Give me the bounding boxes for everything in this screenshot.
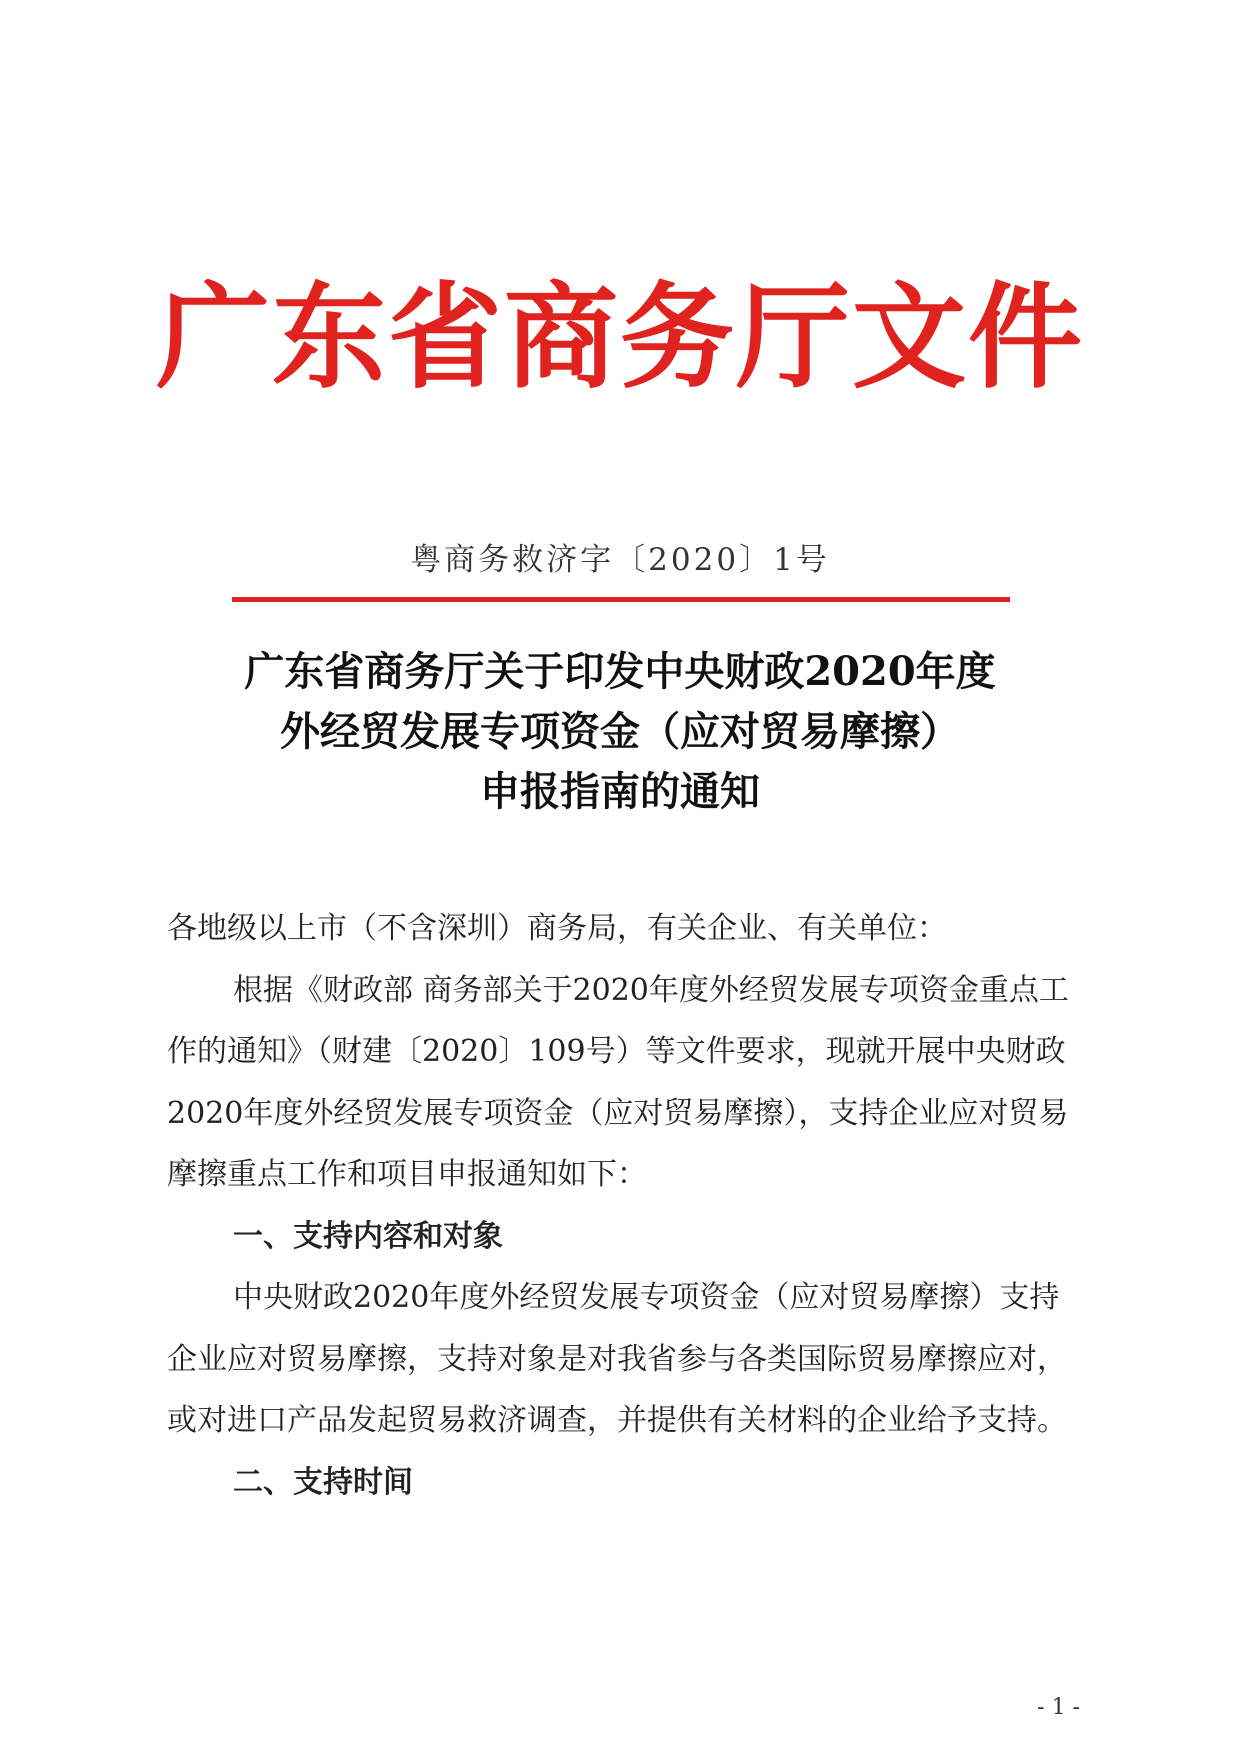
- masthead-title: 广东省商务厅文件: [155, 270, 1084, 404]
- section-2-heading: 二、支持时间: [233, 1464, 413, 1500]
- section-1-heading: 一、支持内容和对象: [233, 1218, 503, 1254]
- intro-paragraph: 根据《财政部 商务部关于2020年度外经贸发展专项资金重点工作的通知》（财建〔2020〕109号）等文件要求，现就开展中央财政2020年度外经贸发展专项资金（应对贸易摩擦），支持企业应对贸易摩擦重点工作和项目申报通知如下：: [167, 972, 1069, 1192]
- title-line-1: 广东省商务厅关于印发中央财政2020年度: [244, 648, 996, 695]
- title-line-2: 外经贸发展专项资金（应对贸易摩擦）: [280, 708, 960, 755]
- page-number: - 1 -: [1037, 1695, 1080, 1720]
- document-number: 粤商务救济字〔2020〕1号: [410, 542, 830, 578]
- title-line-3: 申报指南的通知: [480, 768, 760, 815]
- salutation: 各地级以上市（不含深圳）商务局，有关企业、有关单位：: [167, 911, 947, 946]
- document-body: [167, 898, 1077, 1513]
- red-divider-line: [232, 597, 1010, 602]
- document-title: [0, 642, 1240, 822]
- section-1-paragraph: 中央财政2020年度外经贸发展专项资金（应对贸易摩擦）支持企业应对贸易摩擦，支持对象是对我省参与各类国际贸易摩擦应对，或对进口产品发起贸易救济调查，并提供有关材料的企业给予支持。: [167, 1280, 1067, 1438]
